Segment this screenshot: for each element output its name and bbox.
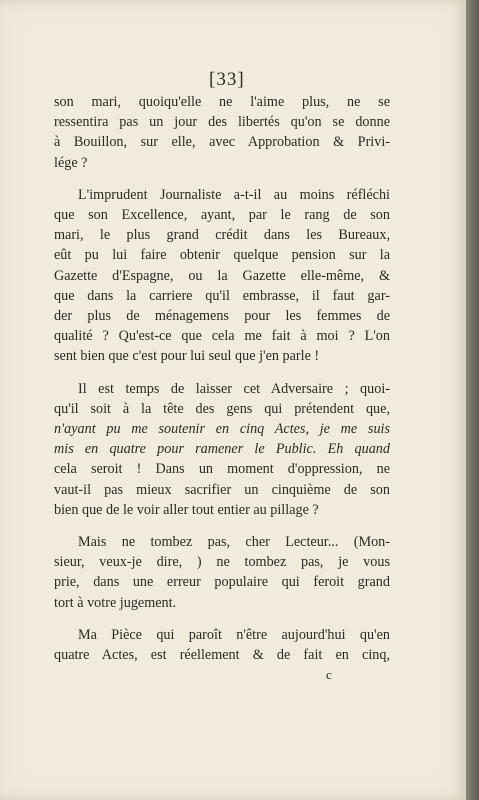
paragraph-1 (54, 92, 390, 173)
text-line: prie, dans une erreur populaire qui feroit grand (54, 574, 390, 591)
text-line: sieur, veux-je dire, ) ne tombez pas, je vous (54, 554, 390, 571)
text-line: à Bouillon, sur elle, avec Approbation & Privi- (54, 134, 390, 151)
body-text (54, 92, 390, 677)
paragraph-4 (54, 532, 390, 613)
text-line: L'imprudent Journaliste a-t-il au moins réfléchi (78, 186, 390, 203)
catchword: c (326, 667, 332, 682)
text-line: lége ? (54, 154, 88, 171)
page-edge-shadow (466, 0, 479, 800)
text-line: cela seroit ! Dans un moment d'oppression, ne (54, 461, 390, 478)
text-line: que dans la carriere qu'il embrasse, il faut gar- (54, 287, 390, 304)
text-line: sent bien que c'est pour lui seul que j'en parle ! (54, 348, 320, 365)
text-line: quatre Actes, est réellement & de fait en cinq, (54, 647, 390, 664)
text-line: tort à votre jugement. (54, 594, 177, 611)
paragraph-3 (54, 379, 390, 520)
text-line: que son Excellence, ayant, par le rang de son (54, 207, 390, 224)
text-line-italic: mis en quatre pour ramener le Public. Eh quand (54, 441, 390, 458)
page-number: [33] (209, 69, 245, 90)
text-line: ressentira pas un jour des libertés qu'on se donne (54, 114, 390, 131)
text-line: bien que de le voir aller tout entier au pillage ? (54, 501, 319, 518)
text-line: mari, le plus grand crédit dans les Bureaux, (54, 227, 390, 244)
text-line: eût pu lui faire obtenir quelque pension sur la (54, 247, 390, 264)
text-line: der plus de ménagemens pour les femmes de (54, 308, 390, 325)
text-line: Mais ne tombez pas, cher Lecteur... (Mon- (78, 534, 390, 551)
paragraph-2 (54, 185, 390, 367)
text-line: vaut-il pas mieux sacrifier un cinquième de son (54, 481, 390, 498)
text-line: Il est temps de laisser cet Adversaire ; quoi- (78, 380, 390, 397)
text-line: Ma Pièce qui paroît n'être aujourd'hui qu'en (78, 626, 390, 643)
text-line-italic: n'ayant pu me soutenir en cinq Actes, je me suis (54, 421, 390, 438)
text-line: Gazette d'Espagne, ou la Gazette elle-même, & (54, 267, 390, 284)
text-line: qualité ? Qu'est-ce que cela me fait à moi ? L'on (54, 328, 390, 345)
paragraph-5 (54, 625, 390, 665)
text-line: son mari, quoiqu'elle ne l'aime plus, ne se (54, 94, 390, 110)
text-line: qu'il soit à la tête des gens qui prétendent que, (54, 400, 390, 417)
